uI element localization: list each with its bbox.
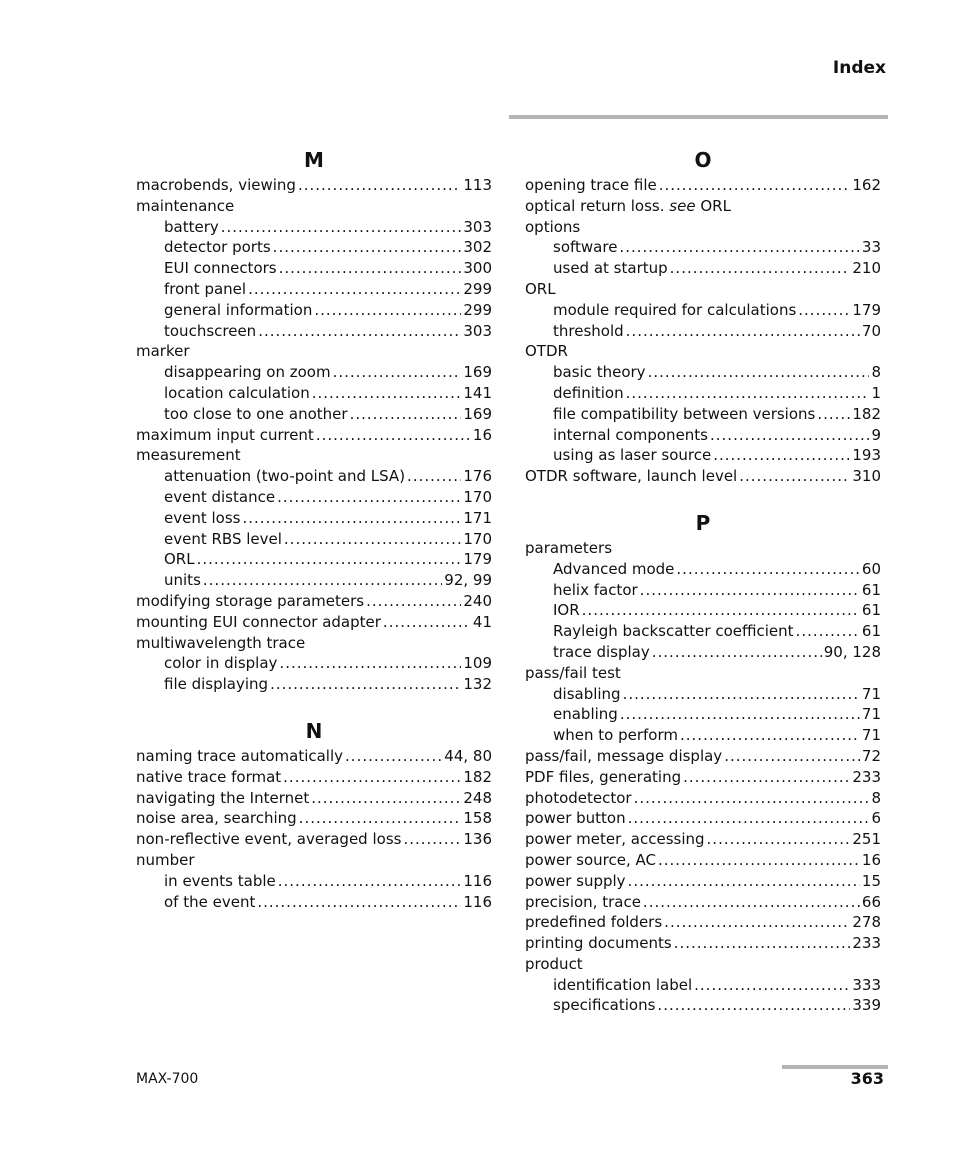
index-term: power meter, accessing [525,830,705,849]
index-subentry [525,237,881,258]
dot-leader [683,767,850,788]
index-subentry [525,383,881,404]
index-term: options [525,217,581,236]
see-reference-label: see [669,196,696,215]
index-term: front panel [164,279,247,298]
dot-leader [279,653,461,674]
dot-leader [739,466,850,487]
index-term: threshold [553,321,624,340]
dot-leader [713,445,850,466]
dot-leader [312,383,462,404]
index-subentry [525,559,881,580]
section-letter-p: P [695,510,711,535]
index-subentry [136,258,492,279]
index-term: naming trace automatically [136,746,344,765]
page-reference: 60 [861,559,881,578]
index-subentry [525,300,881,321]
index-entry [136,196,492,217]
page-reference: 251 [852,830,881,849]
page-reference: 182 [852,404,881,423]
page-reference: 9 [871,425,881,444]
page-reference: 233 [852,767,881,786]
index-term: power supply [525,871,626,890]
page-reference: 162 [852,176,881,194]
index-entry [525,912,881,933]
dot-leader [299,808,462,829]
index-term: number [136,850,195,869]
index-term: pass/fail, message display [525,746,723,765]
page-reference: 179 [852,300,881,319]
index-term: internal components [553,425,708,444]
dot-leader [258,321,461,342]
index-term: EUI connectors [164,259,277,278]
index-term: power button [525,809,626,828]
index-term: ORL [525,279,556,298]
see-reference-target: ORL [700,196,731,215]
page-reference: 193 [852,446,881,465]
dot-leader [664,912,850,933]
index-subentry [136,674,492,695]
index-subentry [525,684,881,705]
page-reference: 61 [861,622,881,641]
index-term: color in display [164,654,278,673]
dot-leader [270,674,461,695]
index-entry [136,445,492,466]
index-term: attenuation (two-point and LSA) [164,467,406,486]
index-term: OTDR software, launch level [525,467,738,486]
index-term: macrobends, viewing [136,176,296,194]
index-term: location calculation [164,383,310,402]
index-term: pass/fail test [525,663,621,682]
index-term: used at startup [553,259,668,278]
index-term: basic theory [553,363,646,382]
index-term: event distance [164,487,276,506]
dot-leader [724,746,860,767]
index-subentry [525,362,881,383]
index-subentry [136,529,492,550]
index-term: disappearing on zoom [164,363,331,382]
index-entry [136,808,492,829]
index-term: of the event [164,892,256,911]
page-reference: 8 [871,788,881,807]
index-entry [136,788,492,809]
dot-leader [277,487,461,508]
dot-leader [248,279,461,300]
index-subentry [136,362,492,383]
index-subentry [525,642,881,663]
index-term: predefined folders [525,913,663,932]
page-reference: 70 [861,321,881,340]
page-reference: 72 [861,746,881,765]
page-reference: 278 [852,913,881,932]
page-reference: 176 [463,467,492,486]
index-subentry [136,279,492,300]
dot-leader [279,258,462,279]
index-entry [525,663,881,684]
dot-leader [407,466,461,487]
dot-leader [626,383,870,404]
index-entry [525,933,881,954]
index-term: modifying storage parameters [136,591,365,610]
index-term: PDF files, generating [525,767,682,786]
index-term: precision, trace [525,892,641,911]
dot-leader [628,871,860,892]
dot-leader [652,642,822,663]
page-reference: 1 [871,383,881,402]
dot-leader [694,975,850,996]
page-reference: 92, 99 [444,571,492,590]
index-term: maximum input current [136,425,314,444]
index-term: non-reflective event, averaged loss [136,830,402,849]
page-reference: 169 [463,363,492,382]
index-term: in events table [164,871,276,890]
index-subentry [136,871,492,892]
dot-leader [345,746,442,767]
index-entry [136,175,492,196]
dot-leader [311,788,461,809]
index-term: printing documents [525,934,672,953]
dot-leader [657,995,850,1016]
page-reference: 6 [871,809,881,828]
index-entry [525,808,881,829]
index-entry [525,466,881,487]
index-entry [525,892,881,913]
index-term: measurement [136,446,241,465]
index-term: IOR [553,601,580,620]
index-entry [525,871,881,892]
index-term: touchscreen [164,321,257,340]
index-subentry [525,704,881,725]
page-reference: 141 [463,383,492,402]
dot-leader [643,892,860,913]
index-subentry [136,508,492,529]
index-term: battery [164,217,219,236]
page-reference: 302 [463,238,492,257]
dot-leader [640,580,860,601]
index-term: enabling [553,705,618,724]
dot-leader [383,612,471,633]
index-subentry [136,487,492,508]
page-reference: 333 [852,975,881,994]
index-entry [525,767,881,788]
index-term: using as laser source [553,446,712,465]
section-letter-o: O [694,148,712,172]
section-letter-m: M [304,148,324,172]
dot-leader [796,621,860,642]
index-entry [136,341,492,362]
index-term: noise area, searching [136,809,297,828]
page-reference: 16 [472,425,492,444]
index-subentry [525,995,881,1016]
dot-leader [242,508,461,529]
index-subentry [525,975,881,996]
page-reference: 136 [463,830,492,849]
index-entry [136,612,492,633]
index-term-text: optical return loss. [525,196,665,215]
dot-leader [619,237,859,258]
dot-leader [278,871,462,892]
page-reference: 44, 80 [444,746,492,765]
dot-leader [676,559,860,580]
page-header-title: Index [832,58,886,78]
index-subentry [136,549,492,570]
index-entry [525,196,881,217]
dot-leader [674,933,851,954]
dot-leader [817,404,850,425]
index-subentry [525,404,881,425]
index-term: disabling [553,684,621,703]
index-entry [136,746,492,767]
dot-leader [197,549,462,570]
index-term: module required for calculations [553,300,797,319]
dot-leader [283,767,461,788]
page-reference: 113 [463,176,492,194]
index-subentry [136,653,492,674]
index-entry [525,850,881,871]
dot-leader [403,829,461,850]
index-entry [136,591,492,612]
index-term: multiwavelength trace [136,633,306,652]
index-term: file displaying [164,675,269,694]
index-term: marker [136,342,190,361]
index-subentry [136,383,492,404]
index-term: parameters [525,538,613,557]
dot-leader [582,600,860,621]
index-entry [525,341,881,362]
page-reference: 33 [861,238,881,257]
index-term: mounting EUI connector adapter [136,612,381,631]
dot-leader [634,788,870,809]
dot-leader [333,362,462,383]
index-term: identification label [553,975,693,994]
page-reference: 8 [871,363,881,382]
index-term: power source, AC [525,850,656,869]
page-reference: 240 [463,591,492,610]
page-reference: 116 [463,871,492,890]
index-entry [525,217,881,238]
page-reference: 15 [861,871,881,890]
dot-leader [620,704,860,725]
index-term: event RBS level [164,529,282,548]
index-term: definition [553,383,624,402]
index-term: specifications [553,996,656,1015]
section-gap [136,695,492,717]
index-term: opening trace file [525,176,657,194]
page-reference: 16 [861,850,881,869]
page-reference: 310 [852,467,881,486]
index-term: photodetector [525,788,632,807]
dot-leader [316,425,471,446]
index-term: when to perform [553,726,678,745]
page-reference: 71 [861,684,881,703]
dot-leader [659,175,851,196]
page-reference: 248 [463,788,492,807]
index-entry [525,788,881,809]
page-reference: 158 [463,809,492,828]
dot-leader [314,300,461,321]
page-reference: 300 [463,259,492,278]
index-entry [525,538,881,559]
index-term: units [164,571,201,590]
page-reference: 169 [463,404,492,423]
index-column-left [136,146,492,912]
dot-leader [658,850,860,871]
index-subentry [136,217,492,238]
index-term: ORL [164,550,195,569]
index-term: general information [164,300,313,319]
page-reference: 71 [861,705,881,724]
index-subentry [136,892,492,913]
index-term [525,196,731,217]
index-entry [525,175,881,196]
index-term: navigating the Internet [136,788,310,807]
index-subentry [136,300,492,321]
index-term: helix factor [553,580,638,599]
page-reference: 61 [861,601,881,620]
dot-leader [298,175,461,196]
page-reference: 303 [463,321,492,340]
dot-leader [284,529,461,550]
index-entry [136,425,492,446]
index-term: product [525,954,583,973]
index-term: Advanced mode [553,559,675,578]
dot-leader [221,217,462,238]
index-term: trace display [553,642,650,661]
index-term: maintenance [136,196,235,215]
page-reference: 41 [472,612,492,631]
page-reference: 170 [463,487,492,506]
index-column-right [525,146,881,1016]
dot-leader [203,570,442,591]
page-reference: 61 [861,580,881,599]
index-term: native trace format [136,767,282,786]
index-subentry [136,237,492,258]
dot-leader [350,404,462,425]
index-term: event loss [164,508,241,527]
page-reference: 171 [463,508,492,527]
index-entry [525,746,881,767]
index-entry [525,829,881,850]
index-entry [136,633,492,654]
page-reference: 303 [463,217,492,236]
dot-leader [798,300,850,321]
dot-leader [710,425,869,446]
page-reference: 179 [463,550,492,569]
index-subentry [525,725,881,746]
index-subentry [136,466,492,487]
index-entry [136,850,492,871]
index-entry [136,829,492,850]
index-subentry [136,404,492,425]
page-reference: 116 [463,892,492,911]
dot-leader [257,892,461,913]
page-reference: 299 [463,279,492,298]
index-term: detector ports [164,238,271,257]
index-term: software [553,238,618,257]
dot-leader [366,591,461,612]
index-term: OTDR [525,342,568,361]
page-reference: 299 [463,300,492,319]
index-entry [136,767,492,788]
index-subentry [525,580,881,601]
index-entry [525,279,881,300]
index-subentry [525,621,881,642]
footer-product-name: MAX-700 [136,1071,199,1087]
dot-leader [648,362,870,383]
section-letter-n: N [305,718,323,743]
footer-page-number: 363 [850,1069,884,1088]
page-reference: 233 [852,934,881,953]
dot-leader [626,321,860,342]
header-rule [509,115,888,119]
index-entry [525,954,881,975]
page-reference: 132 [463,675,492,694]
page-reference: 210 [852,259,881,278]
dot-leader [670,258,851,279]
dot-leader [680,725,860,746]
page-reference: 66 [861,892,881,911]
index-subentry [525,425,881,446]
index-term: file compatibility between versions [553,404,816,423]
page-reference: 90, 128 [823,642,881,661]
page-reference: 182 [463,767,492,786]
page-reference: 170 [463,529,492,548]
index-subentry [525,445,881,466]
dot-leader [707,829,851,850]
dot-leader [273,237,462,258]
index-subentry [136,570,492,591]
section-gap [525,487,881,509]
index-subentry [525,258,881,279]
dot-leader [623,684,860,705]
index-subentry [136,321,492,342]
page-reference: 71 [861,726,881,745]
page-reference: 339 [852,996,881,1015]
index-term: Rayleigh backscatter coefficient [553,622,794,641]
index-term: too close to one another [164,404,348,423]
page-reference: 109 [463,654,492,673]
dot-leader [628,808,870,829]
index-subentry [525,321,881,342]
index-subentry [525,600,881,621]
